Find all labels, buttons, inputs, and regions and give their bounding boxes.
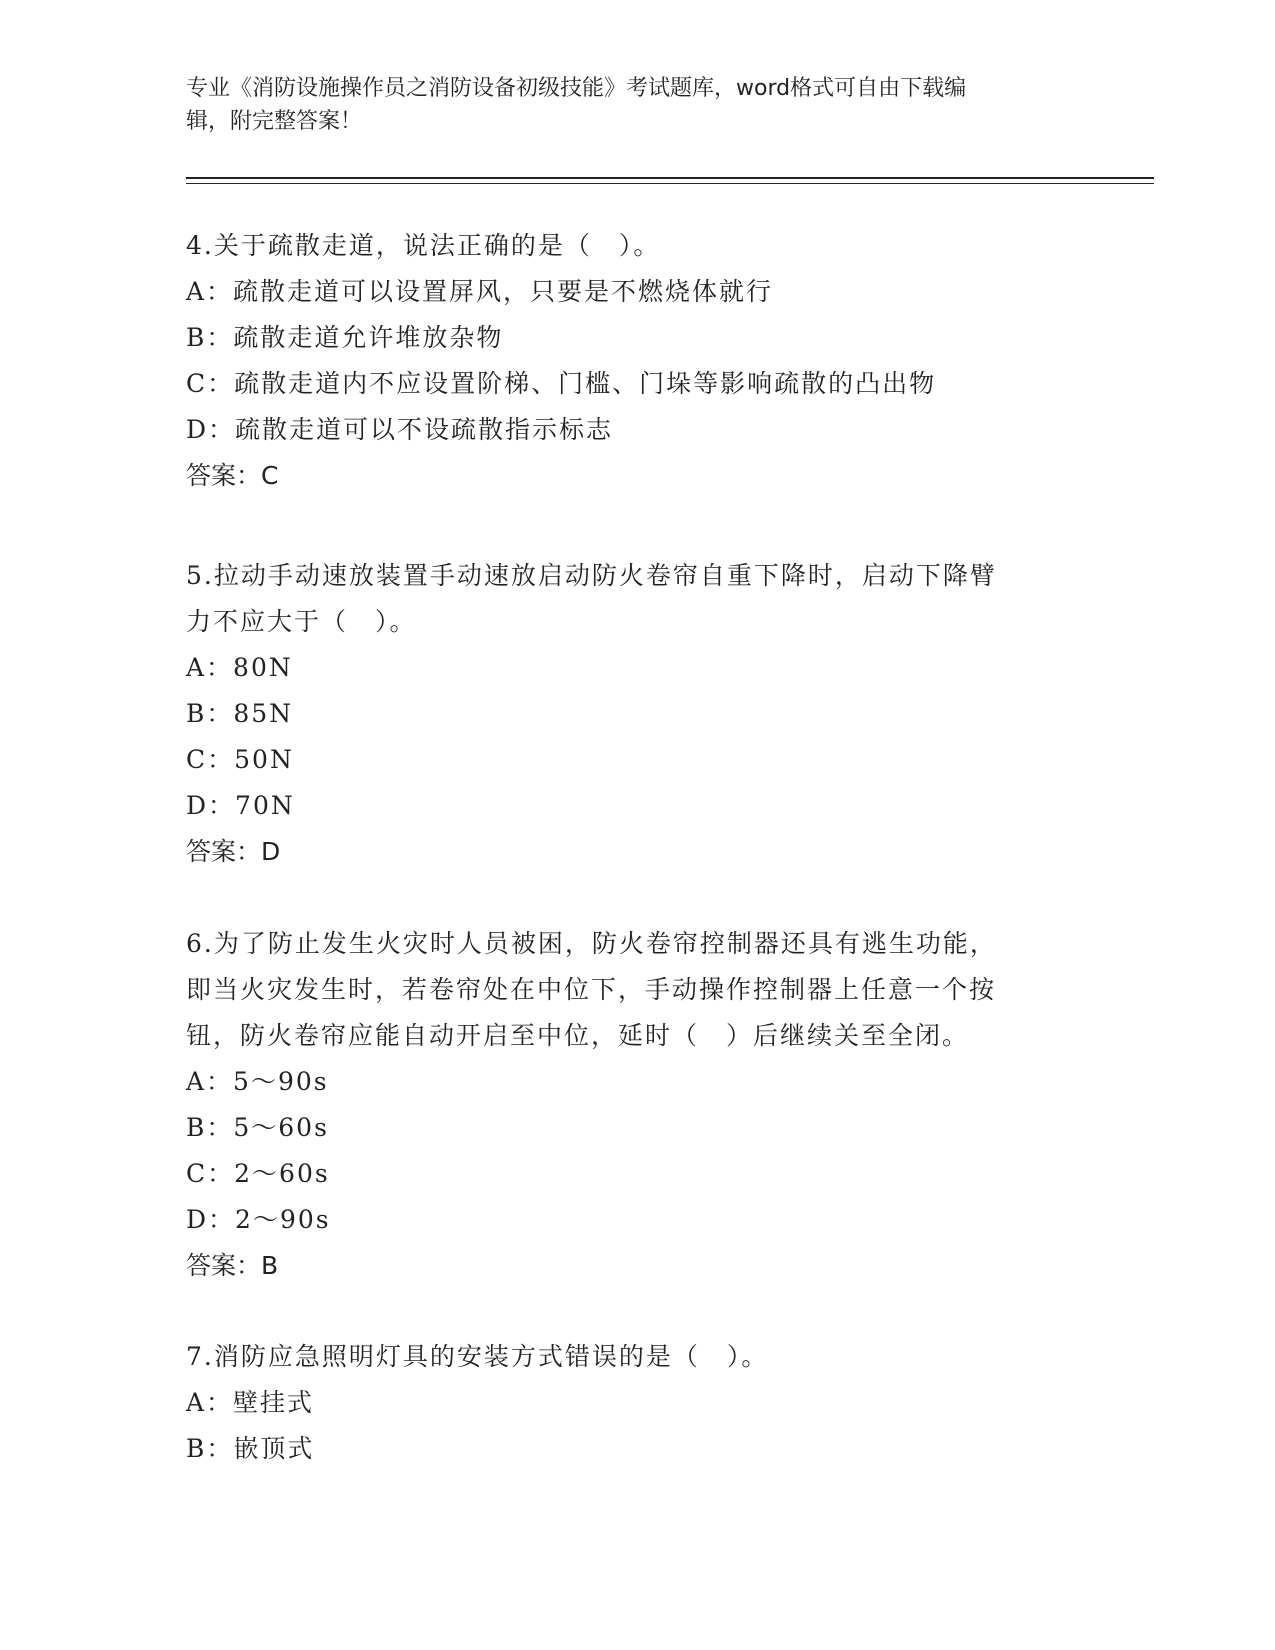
option-b: B：85N (186, 699, 294, 728)
question-4 (186, 223, 1086, 499)
option-a: A：5～90s (186, 1067, 329, 1096)
question-stem-line-2: 力不应大于（ ）。 (186, 607, 417, 636)
question-stem: 7.消防应急照明灯具的安装方式错误的是（ ）。 (186, 1342, 769, 1371)
header-divider-thin (186, 183, 1154, 184)
question-7 (186, 1334, 1086, 1472)
option-d: D：疏散走道可以不设疏散指示标志 (186, 415, 614, 444)
question-stem: 4.关于疏散走道，说法正确的是（ ）。 (186, 231, 661, 260)
option-a: A：80N (186, 653, 293, 682)
option-a: A：壁挂式 (186, 1388, 315, 1417)
document-header (186, 72, 1076, 138)
question-6 (186, 921, 1086, 1289)
answer-text: 答案：B (186, 1251, 279, 1280)
header-divider-thick (186, 177, 1154, 179)
header-line-1: 专业《消防设施操作员之消防设备初级技能》考试题库，word格式可自由下载编 (186, 76, 967, 101)
question-stem-line-1: 6.为了防止发生火灾时人员被困，防火卷帘控制器还具有逃生功能， (186, 929, 997, 958)
option-b: B：5～60s (186, 1113, 329, 1142)
answer-text: 答案：D (186, 837, 281, 866)
question-stem-line-2: 即当火灾发生时，若卷帘处在中位下，手动操作控制器上任意一个按 (186, 975, 997, 1004)
option-c: C：疏散走道内不应设置阶梯、门槛、门垛等影响疏散的凸出物 (186, 369, 937, 398)
option-c: C：50N (186, 745, 294, 774)
header-line-2: 辑，附完整答案！ (186, 109, 363, 134)
option-b: B：疏散走道允许堆放杂物 (186, 323, 504, 352)
question-stem-line-3: 钮，防火卷帘应能自动开启至中位，延时（ ）后继续关至全闭。 (186, 1021, 970, 1050)
answer-text: 答案：C (186, 461, 279, 490)
option-c: C：2～60s (186, 1159, 330, 1188)
question-5 (186, 553, 1086, 875)
option-a: A：疏散走道可以设置屏风，只要是不燃烧体就行 (186, 277, 774, 306)
question-stem-line-1: 5.拉动手动速放装置手动速放启动防火卷帘自重下降时，启动下降臂 (186, 561, 997, 590)
option-b: B：嵌顶式 (186, 1434, 315, 1463)
option-d: D：2～90s (186, 1205, 331, 1234)
option-d: D：70N (186, 791, 295, 820)
